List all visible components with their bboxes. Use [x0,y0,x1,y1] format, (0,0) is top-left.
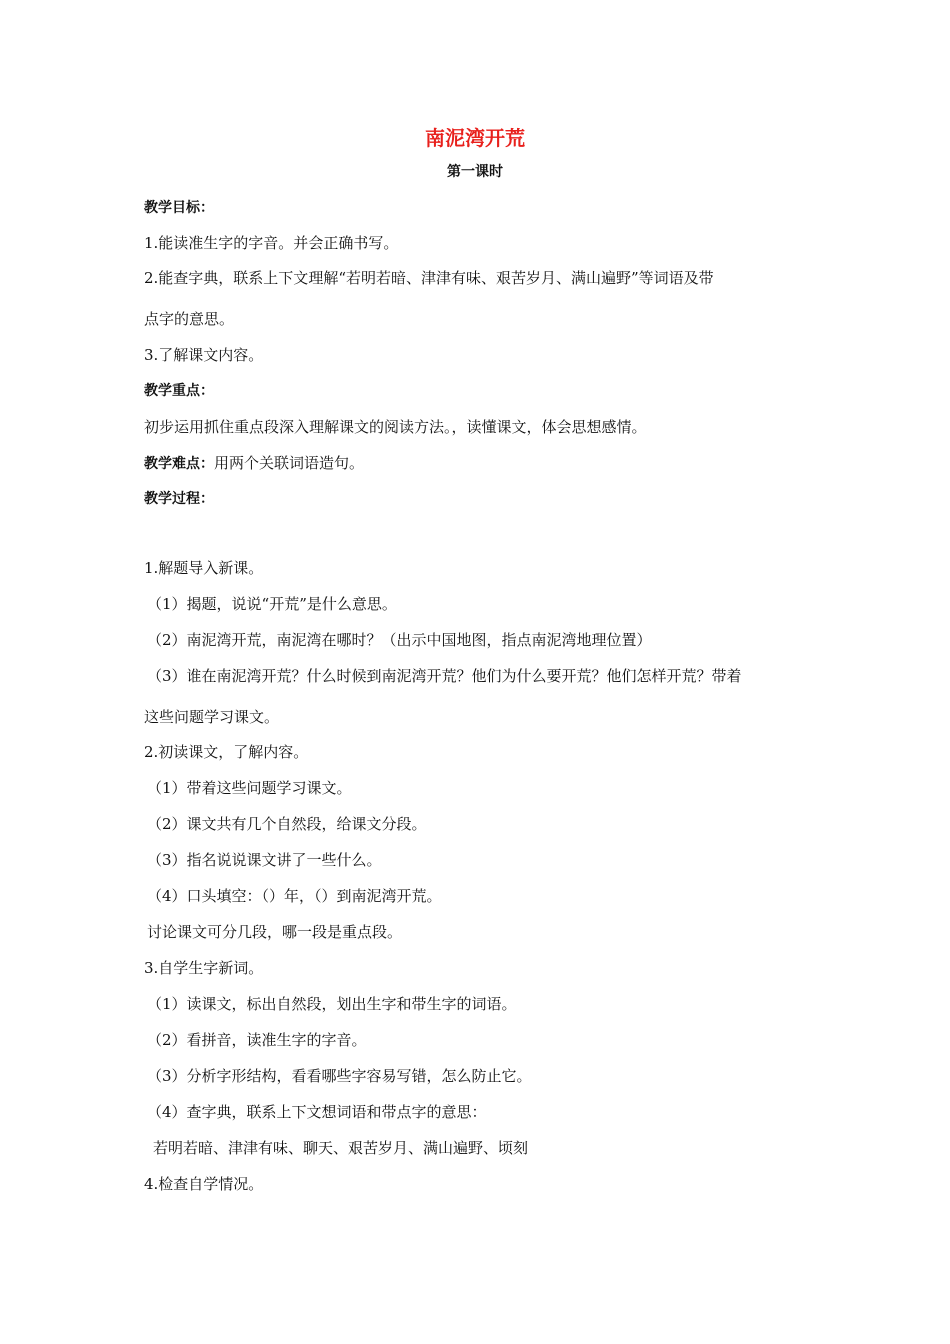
key-text: 初步运用抓住重点段深入理解课文的阅读方法。，读懂课文，体会思想感情。 [144,418,647,436]
process-substep: （4）查字典，联系上下文想词语和带点字的意思： [147,1103,487,1121]
difficulty-heading: 教学难点： [144,456,214,472]
goal-line: 1.能读准生字的字音。并会正确书写。 [144,234,399,252]
document-title: 南泥湾开荒 [425,126,525,150]
key-heading: 教学重点： [144,383,214,399]
process-substep-cont: 这些问题学习课文。 [144,708,280,726]
process-step: 3.自学生字新词。 [144,959,264,977]
process-substep: （2）南泥湾开荒，南泥湾在哪时？（出示中国地图，指点南泥湾地理位置） [147,631,652,649]
vocabulary-list: 若明若暗、津津有味、聊天、艰苦岁月、满山遍野、顷刻 [153,1139,529,1157]
difficulty-text: 用两个关联词语造句。 [214,454,365,472]
goal-line: 点字的意思。 [144,310,235,328]
process-substep: （2）看拼音，读准生字的字音。 [147,1031,367,1049]
process-substep: （3）谁在南泥湾开荒？什么时候到南泥湾开荒？他们为什么要开荒？他们怎样开荒？带着 [147,667,742,685]
process-note: 讨论课文可分几段，哪一段是重点段。 [147,923,403,941]
goals-heading: 教学目标： [144,200,214,216]
process-substep: （4）口头填空：（）年，（）到南泥湾开荒。 [147,887,442,905]
goal-line: 3.了解课文内容。 [144,346,264,364]
process-substep: （3）分析字形结构，看看哪些字容易写错，怎么防止它。 [147,1067,532,1085]
difficulty-line [144,453,814,474]
process-substep: （1）带着这些问题学习课文。 [147,779,352,797]
document-subtitle: 第一课时 [447,164,503,180]
process-substep: （1）读课文，标出自然段，划出生字和带生字的词语。 [147,995,517,1013]
process-substep: （1）揭题，说说“开荒”是什么意思。 [147,595,397,613]
process-heading: 教学过程： [144,491,214,507]
goal-line: 2.能查字典，联系上下文理解“若明若暗、津津有味、艰苦岁月、满山遍野”等词语及带 [144,269,714,287]
process-step: 2.初读课文，了解内容。 [144,743,309,761]
process-substep: （3）指名说说课文讲了一些什么。 [147,851,382,869]
process-substep: （2）课文共有几个自然段，给课文分段。 [147,815,427,833]
process-step: 1.解题导入新课。 [144,559,264,577]
process-step: 4.检查自学情况。 [144,1175,264,1193]
